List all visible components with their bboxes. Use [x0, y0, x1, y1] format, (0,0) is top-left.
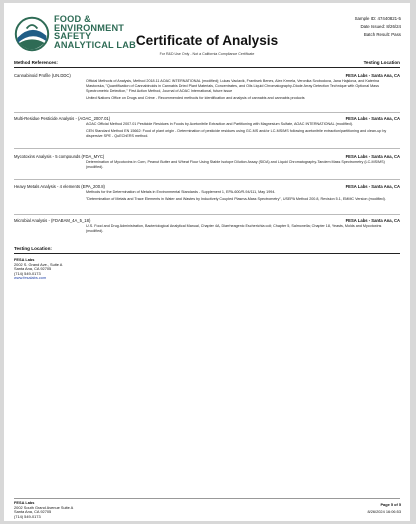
method-lab: FESA Labs - Santa Ana, CA [345, 218, 400, 223]
method-section [14, 184, 400, 215]
lab-name-line: FOOD & [54, 14, 91, 24]
footer-divider [14, 498, 400, 499]
method-name: Microbial Analysis - (FDABAM_4A_5_18) [14, 218, 91, 223]
document-meta [355, 15, 401, 39]
location-address-line: Santa Ana, CA 92705 [14, 266, 52, 272]
method-paragraph: AOAC Official Method 2007.01 Pesticide Residues in Foods by Acetonitrile Extraction and Partitioning with Magnesium Sulfate, AOAC INTERNATIONAL (modified). [86, 122, 353, 126]
method-references-heading: Method References: [14, 60, 58, 65]
date-issued: Date Issued: 8/26/24 [360, 24, 401, 29]
divider [14, 253, 400, 254]
method-paragraph: Official Methods of Analysis, Method 2018.11 AOAC INTERNATIONAL (modified); Lukas Vaclavik, Frantisek Benes, Alex Krmela, Veronika Svobodova, Jana Hajslova, and Katerina Mastovska, "Quantification of Cannabinoids in Cannabis Dried Plant Materials, Concentrates, and Oils Liquid Chromatography-Diode Array Detection Technique with Optional Mass Spectrometric Detection," First Action Method, Journal of AOAC International, future issue [86, 79, 380, 93]
method-name: Heavy Metals Analysis - 4 elements (EPA_200.8) [14, 184, 105, 189]
lab-name-line: ANALYTICAL LAB [54, 39, 136, 50]
footer-phone: (714) 549-0173 [14, 513, 41, 519]
method-paragraph: United Nations Office on Drugs and Crime - Recommended methods for identification and analysis of cannabis and cannabis products [86, 95, 305, 100]
method-section [14, 73, 400, 113]
method-name: Cannabinoid Profile (UN.DDC) [14, 73, 71, 78]
testing-location-heading: Testing Location [363, 60, 400, 65]
lab-name-line: ENVIRONMENT [54, 22, 125, 33]
testing-location-address [14, 258, 62, 281]
method-paragraph: CEN Standard Method EN 15662: Food of plant origin - Determination of pesticide residues using GC-MS and/or LC-MS/MS following acetonitrile extraction/partitioning and clean-up by dispersive SPE - QuEChERS method. [86, 129, 387, 138]
footer-pagination [367, 501, 401, 516]
method-lab: FESA Labs - Santa Ana, CA [345, 116, 400, 121]
method-paragraph: Methods for the Determination of Metals in Environmental Standards - Supplement 1, EPA-600/R-94/111, May 1994. [86, 190, 276, 194]
print-timestamp: 8/26/2024 16:06:53 [367, 509, 401, 515]
lab-name-line: SAFETY [54, 31, 92, 42]
testing-location-title: Testing Location: [14, 246, 52, 251]
location-website-link[interactable]: www.fesalabs.com [14, 275, 47, 281]
certificate-page [4, 3, 410, 521]
method-paragraph: Determination of Mycotoxins in Corn, Peanut Butter and Wheat Flour Using Stable Isotope Dilution Assay (SIDA) and Liquid Chromatography-Tandem Mass Spectrometry (LC-MS/MS) (modified). [86, 160, 385, 169]
method-description [86, 122, 396, 141]
method-lab: FESA Labs - Santa Ana, CA [345, 184, 400, 189]
location-phone: (714) 549-0173 [14, 270, 41, 276]
method-description [86, 224, 396, 236]
method-name: Mycotoxins Analysis - 5 compounds (FDA_MYC) [14, 154, 105, 159]
page-number: Page 5 of 5 [380, 502, 401, 507]
method-section [14, 116, 400, 149]
method-description [86, 160, 396, 172]
footer-address-line: Santa Ana, CA 92705 [14, 509, 52, 515]
method-description [86, 190, 396, 204]
location-address-line: 2002 S. Grand Ave., Suite A [14, 261, 63, 267]
method-name: Multi-Residue Pesticide Analysis - (AOAC_2007.01) [14, 116, 111, 121]
method-paragraph: U.S. Food and Drug Administration, Bacteriological Analytical Manual, Chapter 4A, Diarrheagenic Escherichia coli; Chapter 5, Salmonella; Chapter 18, Yeasts, Molds and Mycotoxins (modified). [86, 224, 382, 233]
method-section [14, 218, 400, 242]
location-name: FESA Labs [14, 257, 35, 262]
method-table-header [14, 60, 400, 68]
footer-address-line: 2002 South Grand Avenue Suite A [14, 504, 74, 510]
batch-result: Batch Result: Pass [363, 32, 401, 37]
sample-id: Sample ID: 47440821-5 [354, 16, 401, 21]
disclaimer: For R&D Use Only - Not a California Compliance Certificate [159, 52, 255, 56]
method-paragraph: "Determination of Metals and Trace Elements in Water and Wastes by Inductively Coupled Plasma-Mass Spectrometry", USEPA Method 200.8, Revision 5.1, EMMC Version (modified). [86, 197, 386, 202]
footer-address [14, 501, 73, 519]
document-title: Certificate of Analysis [135, 33, 279, 48]
method-lab: FESA Labs - Santa Ana, CA [345, 73, 400, 78]
method-description [86, 79, 396, 103]
method-lab: FESA Labs - Santa Ana, CA [345, 154, 400, 159]
footer-lab-name: FESA Labs [14, 500, 35, 505]
method-section [14, 154, 400, 180]
